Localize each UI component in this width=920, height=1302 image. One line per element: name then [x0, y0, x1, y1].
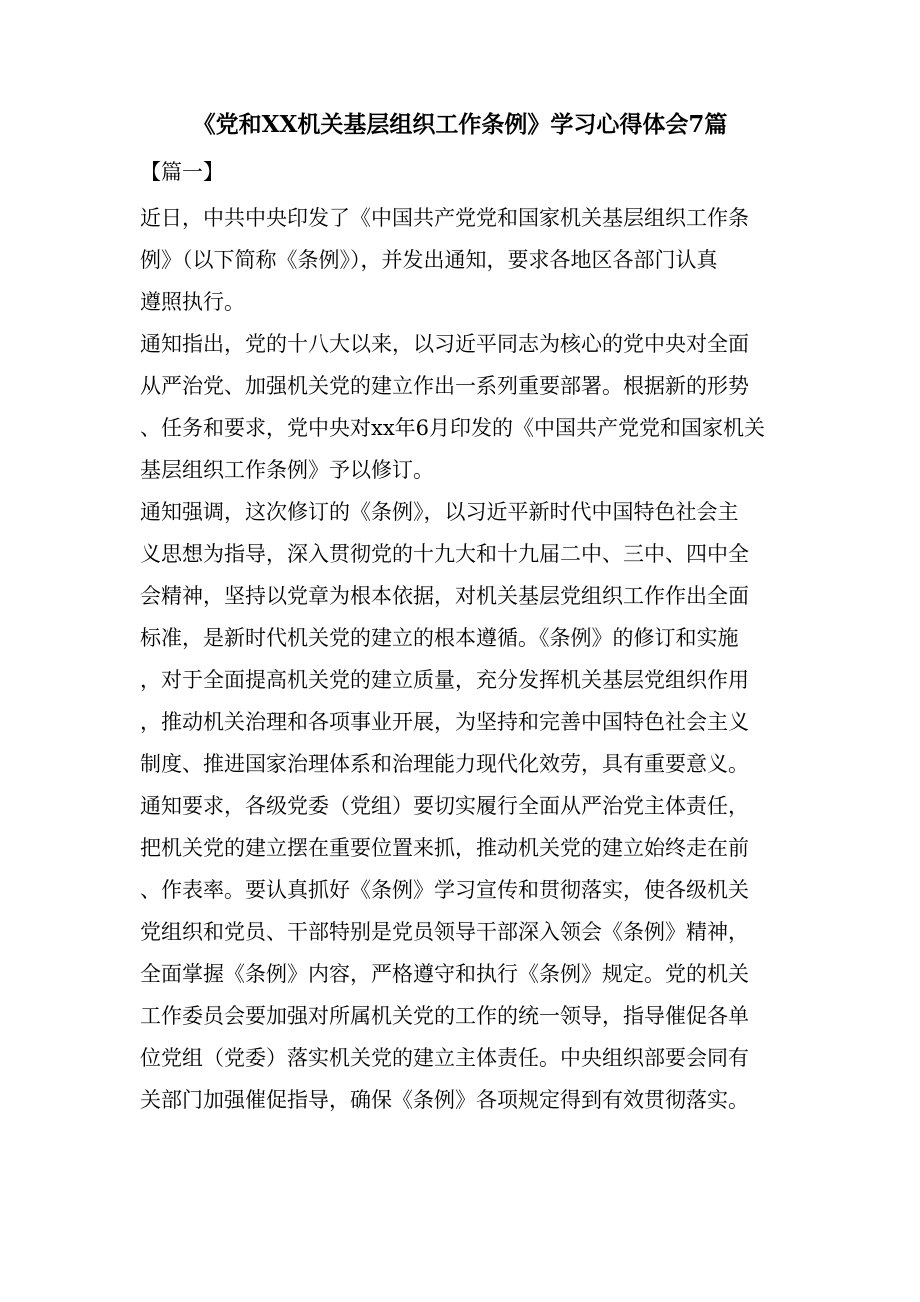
text-line: 关部门加强催促指导，确保《条例》各项规定得到有效贯彻落实。	[140, 1088, 749, 1112]
text-line: 通知要求，各级党委（党组）要切实履行全面从严治党主体责任，	[140, 794, 749, 818]
text-line: 标准，是新时代机关党的建立的根本遵循。《条例》的修订和实施	[140, 626, 739, 650]
text-line: 通知指出，党的十八大以来，以习近平同志为核心的党中央对全面	[140, 332, 749, 356]
text-line: 全面掌握《条例》内容，严格遵守和执行《条例》规定。党的机关	[140, 962, 749, 986]
text-line: ，对于全面提高机关党的建立质量，充分发挥机关基层党组织作用	[140, 668, 749, 692]
text-line: 通知强调，这次修订的《条例》，以习近平新时代中国特色社会主	[140, 500, 739, 524]
text-line: 把机关党的建立摆在重要位置来抓，推动机关党的建立始终走在前	[140, 836, 749, 860]
text-line: 位党组（党委）落实机关党的建立主体责任。中央组织部要会同有	[140, 1046, 749, 1070]
section-label: 【篇一】	[140, 160, 224, 184]
text-line: 义思想为指导，深入贯彻党的十九大和十九届二中、三中、四中全	[140, 542, 749, 566]
text-line: 党组织和党员、干部特别是党员领导干部深入领会《条例》精神，	[140, 920, 749, 944]
text-line: ，推动机关治理和各项事业开展，为坚持和完善中国特色社会主义	[140, 710, 749, 734]
text-line: 会精神，坚持以党章为根本依据，对机关基层党组织工作作出全面	[140, 584, 749, 608]
document-title: 《党和XX机关基层组织工作条例》学习心得体会7篇	[192, 111, 728, 138]
text-line: 基层组织工作条例》予以修订。	[140, 458, 434, 482]
text-line: 、作表率。要认真抓好《条例》学习宣传和贯彻落实，使各级机关	[140, 878, 749, 902]
text-line: 、任务和要求，党中央对xx年6月印发的《中国共产党党和国家机关	[140, 416, 766, 440]
text-line: 例》（以下简称《条例》），并发出通知，要求各地区各部门认真	[140, 248, 718, 272]
text-line: 制度、推进国家治理体系和治理能力现代化效劳，具有重要意义。	[140, 752, 749, 776]
document-body	[140, 197, 785, 1121]
text-line: 工作委员会要加强对所属机关党的工作的统一领导，指导催促各单	[140, 1004, 749, 1028]
text-line: 遵照执行。	[140, 290, 245, 314]
text-line: 近日，中共中央印发了《中国共产党党和国家机关基层组织工作条	[140, 206, 749, 230]
text-line: 从严治党、加强机关党的建立作出一系列重要部署。根据新的形势	[140, 374, 749, 398]
